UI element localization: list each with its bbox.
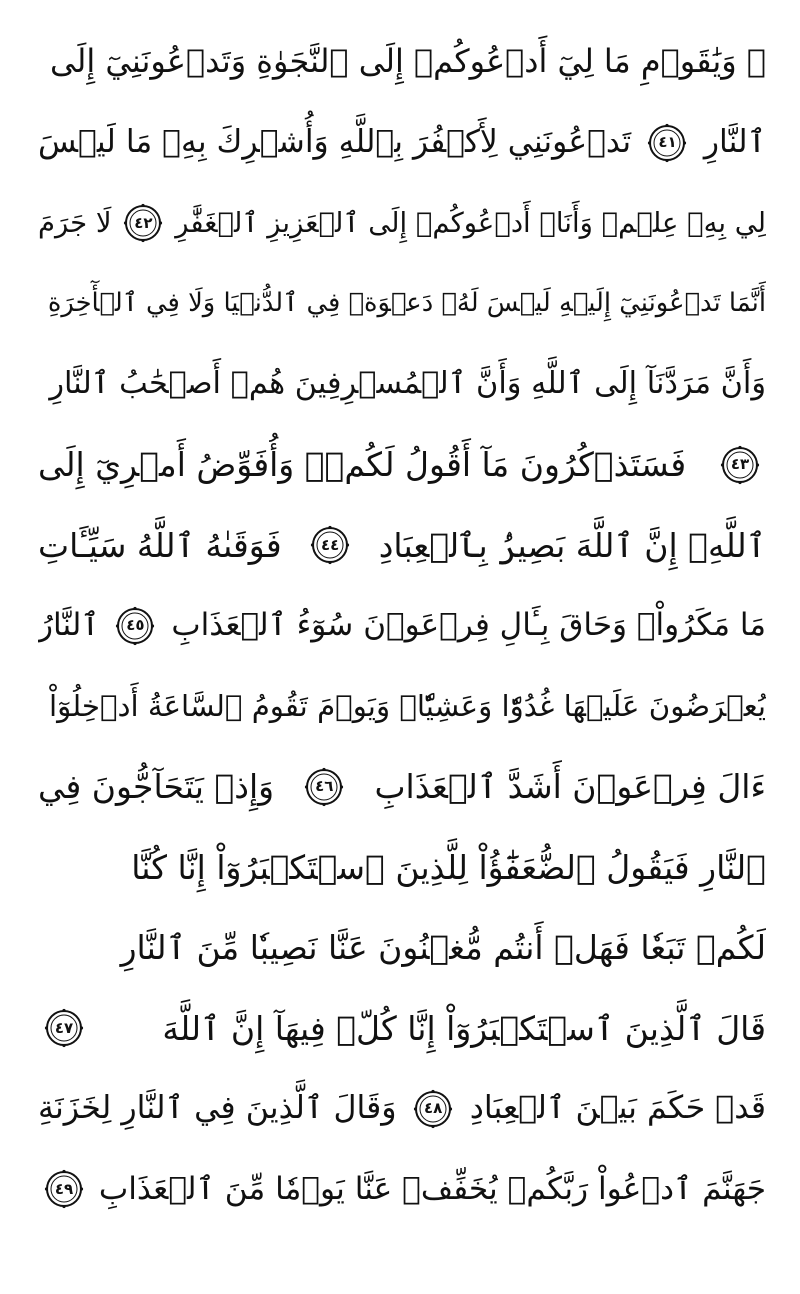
verse-text: مَا مَكَرُواْۖ وَحَاقَ بِـَٔالِ فِرۡعَوۡنَ سُوٓءُ ٱلۡعَذَابِ — [171, 607, 766, 644]
verse-text: لَكُمۡ تَبَعٗا فَهَلۡ أَنتُم مُّغۡنُونَ عَنَّا نَصِيبٗا مِّنَ ٱلنَّارِ — [120, 928, 766, 968]
verse-text: ٱلنَّارُ — [38, 607, 100, 644]
ayah-number: ٤٦ — [315, 777, 334, 796]
ayah-number: ٤٩ — [54, 1179, 74, 1198]
verse-text: ءَالَ فِرۡعَوۡنَ أَشَدَّ ٱلۡعَذَابِ — [374, 767, 766, 807]
ayah-number: ٤٨ — [423, 1099, 443, 1118]
ayah-number: ٤٤ — [321, 535, 340, 554]
verse-text: قَدۡ حَكَمَ بَيۡنَ ٱلۡعِبَادِ — [469, 1089, 766, 1126]
ayah-number: ٤٣ — [730, 455, 750, 474]
verse-text: قَالَ ٱلَّذِينَ ٱسۡتَكۡبَرُوٓاْ إِنَّا كُلّٞ فِيهَآ إِنَّ ٱللَّهَ — [162, 1008, 766, 1048]
verse-text: لِي بِهِۦ عِلۡمٞ وَأَنَا۠ أَدۡعُوكُمۡ إِلَى ٱلۡعَزِيزِ ٱلۡغَفَّٰرِ — [175, 206, 766, 239]
text-line — [38, 586, 766, 667]
text-line — [38, 827, 766, 908]
text-line — [38, 1149, 766, 1230]
ayah-end-marker — [413, 1089, 453, 1129]
ayah-end-marker — [44, 1169, 84, 1209]
ayah-end-marker — [310, 525, 350, 565]
text-line — [38, 747, 766, 828]
verse-text: ٱلنَّارِ فَيَقُولُ ٱلضُّعَفَٰٓؤُاْ لِلَّذِينَ ٱسۡتَكۡبَرُوٓاْ إِنَّا كُنَّا — [131, 847, 766, 887]
verse-text: يُعۡرَضُونَ عَلَيۡهَا غُدُوّٗا وَعَشِيّٗاۚ وَيَوۡمَ تَقُومُ ٱلسَّاعَةُ أَدۡخِلُوٓاْ — [49, 688, 766, 723]
ayah-number: ٤٧ — [54, 1018, 74, 1037]
ayah-end-marker — [115, 606, 155, 646]
verse-text: ٱلنَّارِ — [703, 124, 766, 161]
ayah-end-marker — [123, 203, 163, 243]
text-line — [38, 22, 766, 103]
verse-text: ٱللَّهِۚ إِنَّ ٱللَّهَ بَصِيرُۢ بِٱلۡعِبَادِ — [378, 525, 766, 565]
ayah-number: ٤٢ — [134, 213, 153, 232]
text-line — [38, 908, 766, 989]
text-line — [38, 425, 766, 506]
text-line — [38, 103, 766, 184]
verse-text: فَسَتَذۡكُرُونَ مَآ أَقُولُ لَكُمۡۚ وَأُفَوِّضُ أَمۡرِيٓ إِلَى — [38, 445, 687, 485]
ayah-end-marker — [304, 767, 344, 807]
verse-text: تَدۡعُونَنِي لِأَكۡفُرَ بِٱللَّهِ وَأُشۡرِكَ بِهِۦ مَا لَيۡسَ — [38, 124, 632, 161]
verse-text: فَوَقَىٰهُ ٱللَّهُ سَيِّـَٔاتِ — [38, 525, 282, 565]
text-line — [38, 183, 766, 264]
verse-text: ۞ وَيَٰقَوۡمِ مَا لِيٓ أَدۡعُوكُمۡ إِلَى ٱلنَّجَوٰةِ وَتَدۡعُونَنِيٓ إِلَى — [50, 42, 766, 81]
verse-text: جَهَنَّمَ ٱدۡعُواْ رَبَّكُمۡ يُخَفِّفۡ عَنَّا يَوۡمٗا مِّنَ ٱلۡعَذَابِ — [98, 1170, 766, 1207]
text-line — [38, 666, 766, 747]
text-line — [38, 988, 766, 1069]
text-line — [38, 505, 766, 586]
text-line — [38, 264, 766, 345]
verse-text: وَأَنَّ مَرَدَّنَآ إِلَى ٱللَّهِ وَأَنَّ ٱلۡمُسۡرِفِينَ هُمۡ أَصۡحَٰبُ ٱلنَّارِ — [49, 366, 766, 402]
verse-text: أَنَّمَا تَدۡعُونَنِيٓ إِلَيۡهِ لَيۡسَ لَهُۥ دَعۡوَةٞ فِي ٱلدُّنۡيَا وَلَا فِي ٱلۡأٓخِرَةِ — [47, 287, 766, 318]
verse-text: وَقَالَ ٱلَّذِينَ فِي ٱلنَّارِ لِخَزَنَةِ — [38, 1089, 397, 1126]
text-line — [38, 1069, 766, 1150]
ayah-end-marker — [44, 1008, 84, 1048]
text-line — [38, 344, 766, 425]
ayah-end-marker — [647, 123, 687, 163]
ayah-end-marker — [720, 445, 760, 485]
ayah-number: ٤٥ — [126, 616, 145, 635]
verse-text: لَا جَرَمَ — [38, 206, 112, 239]
verse-text: وَإِذۡ يَتَحَآجُّونَ فِي — [38, 767, 275, 807]
ayah-number: ٤١ — [658, 133, 677, 152]
